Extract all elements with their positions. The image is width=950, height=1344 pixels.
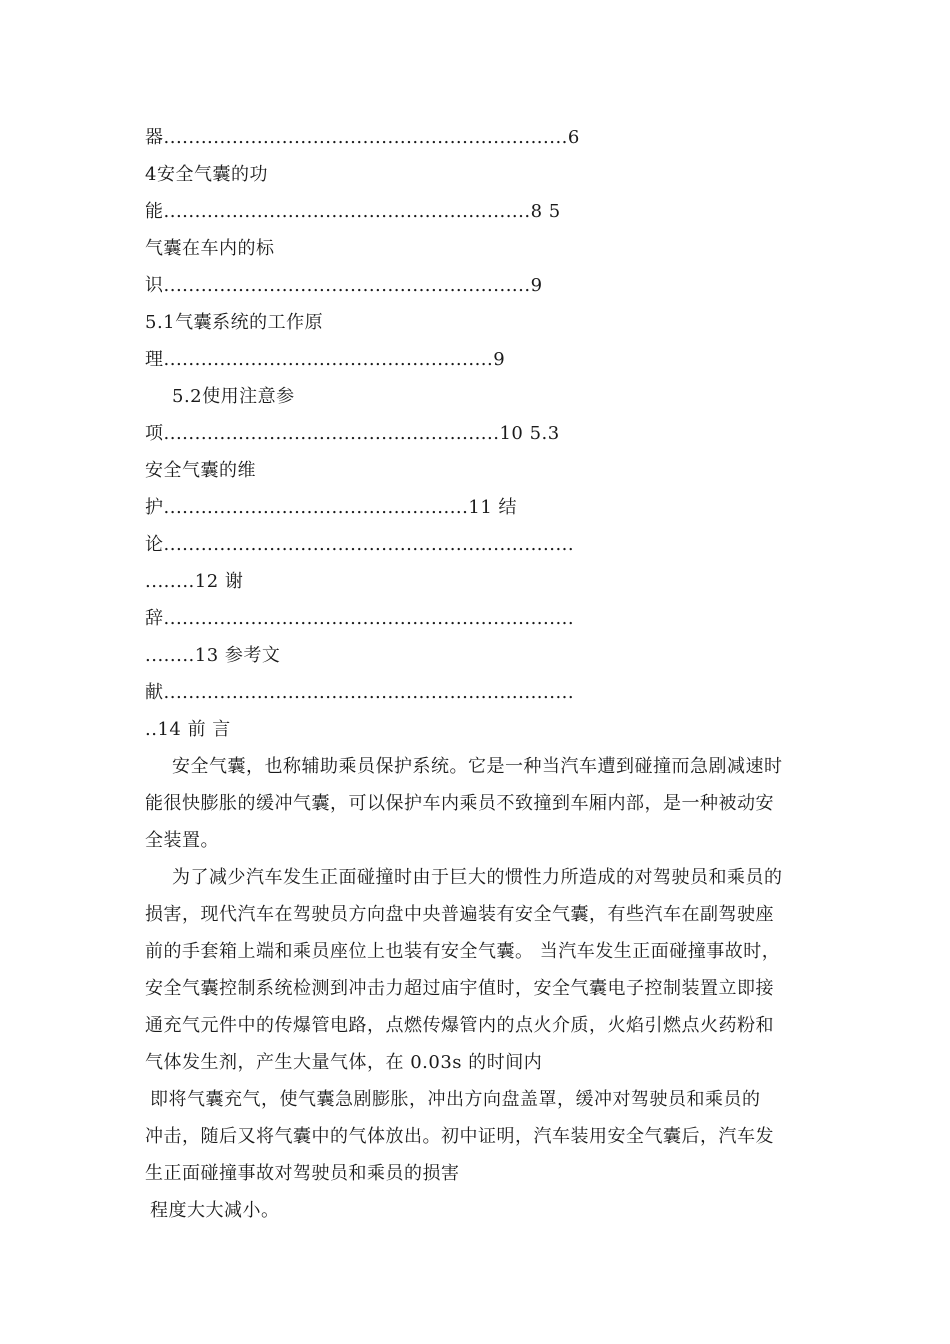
toc-line: ..14 前 言	[145, 719, 231, 740]
toc-line: 献..................................................................	[145, 682, 575, 703]
toc-line: 项......................................................10 5.3	[145, 423, 560, 444]
body-line: 为了减少汽车发生正面碰撞时由于巨大的惯性力所造成的对驾驶员和乘员的	[172, 867, 783, 888]
toc-line: 5.1气囊系统的工作原	[145, 312, 324, 333]
toc-line: ........13 参考文	[145, 645, 281, 666]
toc-line: 安全气囊的维	[145, 460, 256, 481]
toc-line: 论..................................................................	[145, 534, 575, 555]
body-line: 前的手套箱上端和乘员座位上也装有安全气囊。 当汽车发生正面碰撞事故时，	[145, 941, 781, 962]
body-line: 气体发生剂，产生大量气体，在 0.03s 的时间内	[145, 1052, 543, 1073]
body-line: 损害，现代汽车在驾驶员方向盘中央普遍装有安全气囊，有些汽车在副驾驶座	[145, 904, 774, 925]
toc-line: 气囊在车内的标	[145, 238, 275, 259]
body-line: 生正面碰撞事故对驾驶员和乘员的损害	[145, 1163, 460, 1184]
toc-line: ........12 谢	[145, 571, 244, 592]
toc-line: 理.....................................................9	[145, 349, 506, 370]
body-line: 冲击，随后又将气囊中的气体放出。初中证明，汽车装用安全气囊后，汽车发	[145, 1126, 774, 1147]
body-line: 能很快膨胀的缓冲气囊，可以保护车内乘员不致撞到车厢内部，是一种被动安	[145, 793, 774, 814]
body-line: 安全气囊控制系统检测到冲击力超过庙宇值时，安全气囊电子控制装置立即接	[145, 978, 774, 999]
toc-line: 4安全气囊的功	[145, 164, 268, 185]
body-line: 程度大大减小。	[150, 1200, 280, 1221]
body-line: 即将气囊充气，使气囊急剧膨胀，冲出方向盘盖罩，缓冲对驾驶员和乘员的	[150, 1089, 761, 1110]
toc-line: 识...........................................................9	[145, 275, 543, 296]
body-line: 通充气元件中的传爆管电路，点燃传爆管内的点火介质，火焰引燃点火药粉和	[145, 1015, 774, 1036]
toc-line: 护.................................................11 结	[145, 497, 517, 518]
toc-line: 能...........................................................8 5	[145, 201, 561, 222]
body-line: 全装置。	[145, 830, 219, 851]
toc-line: 5.2使用注意参	[172, 386, 295, 407]
body-line: 安全气囊，也称辅助乘员保护系统。它是一种当汽车遭到碰撞而急剧减速时	[172, 756, 783, 777]
toc-line: 器.................................................................6	[145, 127, 580, 148]
toc-line: 辞..................................................................	[145, 608, 575, 629]
